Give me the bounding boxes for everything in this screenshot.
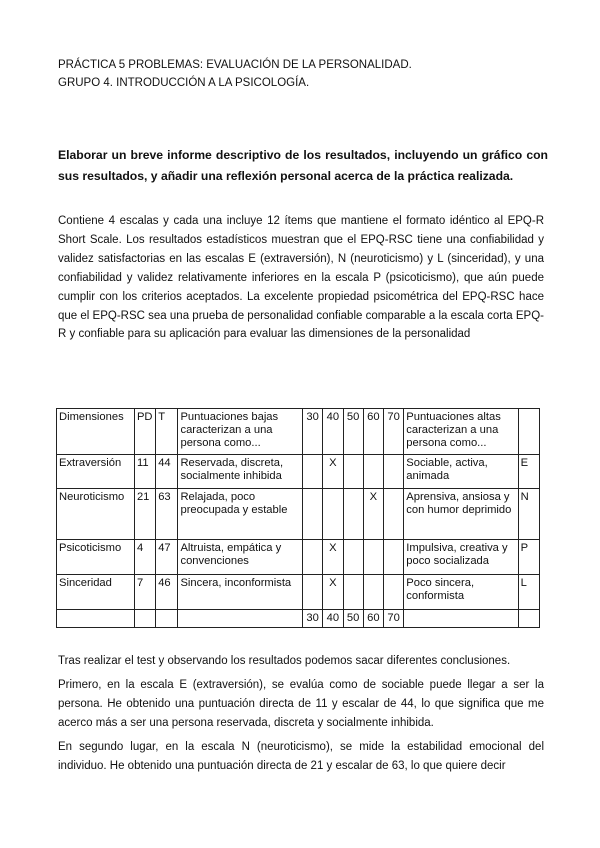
footer-score-60: 60 (363, 610, 383, 628)
results-table (56, 408, 540, 628)
row-code: N (518, 489, 539, 540)
footer-empty (57, 610, 135, 628)
header-score-40: 40 (323, 409, 343, 455)
row-low-description: Relajada, poco preocupada y estable (178, 489, 303, 540)
row-high-description: Sociable, activa, animada (404, 455, 518, 489)
row-pd: 21 (134, 489, 155, 540)
row-t: 46 (156, 575, 178, 610)
header-pd: PD (134, 409, 155, 455)
header-score-50: 50 (343, 409, 363, 455)
row-score-50 (343, 455, 363, 489)
footer-score-30: 30 (303, 610, 323, 628)
row-score-60: X (363, 489, 383, 540)
table-row (57, 575, 540, 610)
row-low-description: Reservada, discreta, socialmente inhibida (178, 455, 303, 489)
footer-empty (518, 610, 539, 628)
row-score-30 (303, 575, 323, 610)
row-score-30 (303, 489, 323, 540)
row-score-30 (303, 540, 323, 575)
row-score-70 (384, 455, 404, 489)
footer-score-40: 40 (323, 610, 343, 628)
footer-empty (156, 610, 178, 628)
header-line-1: PRÁCTICA 5 PROBLEMAS: EVALUACIÓN DE LA PERSONALIDAD. (58, 59, 412, 71)
row-pd: 4 (134, 540, 155, 575)
row-low-description: Altruista, empática y convenciones (178, 540, 303, 575)
row-code: L (518, 575, 539, 610)
table-header-row (57, 409, 540, 455)
row-t: 63 (156, 489, 178, 540)
header-line-2: GRUPO 4. INTRODUCCIÓN A LA PSICOLOGÍA. (58, 77, 310, 89)
header-code (518, 409, 539, 455)
header-t: T (156, 409, 178, 455)
row-code: P (518, 540, 539, 575)
footer-empty (178, 610, 303, 628)
row-dimension: Psicoticismo (57, 540, 135, 575)
row-t: 44 (156, 455, 178, 489)
row-high-description: Poco sincera, conformista (404, 575, 518, 610)
row-score-60 (363, 540, 383, 575)
row-score-50 (343, 489, 363, 540)
conclusion-paragraph: En segundo lugar, en la escala N (neuroticismo), se mide la estabilidad emocional del individuo. He obtenido una puntuación directa de 21 y escalar de 63, lo que quiere decir (58, 741, 544, 772)
assignment-statement: Elaborar un breve informe descriptivo de los resultados, incluyendo un gráfico con sus resultados, y añadir una reflexión personal acerca de la práctica realizada. (58, 148, 548, 183)
row-dimension: Extraversión (57, 455, 135, 489)
header-dimension: Dimensiones (57, 409, 135, 455)
row-score-70 (384, 489, 404, 540)
row-dimension: Neuroticismo (57, 489, 135, 540)
row-score-70 (384, 540, 404, 575)
header-low: Puntuaciones bajas caracterizan a una persona como... (178, 409, 303, 455)
conclusion-paragraph: Primero, en la escala E (extraversión), se evalúa como de sociable puede llegar a ser la persona. He obtenido una puntuación directa de 11 y escalar de 44, lo que significa que me acerco más a ser una persona reservada, discreta y socialmente inhibida. (58, 679, 544, 729)
row-score-60 (363, 575, 383, 610)
header-high: Puntuaciones altas caracterizan a una persona como... (404, 409, 518, 455)
conclusions-section (58, 652, 544, 781)
row-score-40: X (323, 540, 343, 575)
footer-empty (134, 610, 155, 628)
row-score-70 (384, 575, 404, 610)
row-low-description: Sincera, inconformista (178, 575, 303, 610)
header-score-70: 70 (384, 409, 404, 455)
document-header (58, 56, 412, 92)
header-score-60: 60 (363, 409, 383, 455)
row-score-40: X (323, 575, 343, 610)
conclusion-paragraph: Tras realizar el test y observando los resultados podemos sacar diferentes conclusiones. (58, 655, 511, 667)
row-score-50 (343, 575, 363, 610)
table-row (57, 540, 540, 575)
intro-paragraph: Contiene 4 escalas y cada una incluye 12 ítems que mantiene el formato idéntico al EPQ-R Short Scale. Los resultados estadísticos muestran que el EPQ-RSC tiene una confiabilidad y validez satisfactorias en las escalas E (extraversión), N (neuroticismo) y L (sinceridad), y una confiabilidad y validez relativamente inferiores en la escala P (psicoticismo), que aún puede cumplir con los criterios aceptados. La excelente propiedad psicométrica del EPQ-RSC hace que el EPQ-RSC sea una prueba de personalidad confiable comparable a la escala corta EPQ-R y confiable para su aplicación para evaluar las dimensiones de la personalidad (58, 215, 544, 341)
row-pd: 7 (134, 575, 155, 610)
row-code: E (518, 455, 539, 489)
table-footer-row (57, 610, 540, 628)
row-score-40 (323, 489, 343, 540)
header-score-30: 30 (303, 409, 323, 455)
footer-score-50: 50 (343, 610, 363, 628)
row-t: 47 (156, 540, 178, 575)
row-high-description: Impulsiva, creativa y poco socializada (404, 540, 518, 575)
footer-empty (404, 610, 518, 628)
row-dimension: Sinceridad (57, 575, 135, 610)
table-row (57, 489, 540, 540)
row-score-40: X (323, 455, 343, 489)
row-score-60 (363, 455, 383, 489)
footer-score-70: 70 (384, 610, 404, 628)
row-score-30 (303, 455, 323, 489)
row-score-50 (343, 540, 363, 575)
table-row (57, 455, 540, 489)
row-high-description: Aprensiva, ansiosa y con humor deprimido (404, 489, 518, 540)
row-pd: 11 (134, 455, 155, 489)
